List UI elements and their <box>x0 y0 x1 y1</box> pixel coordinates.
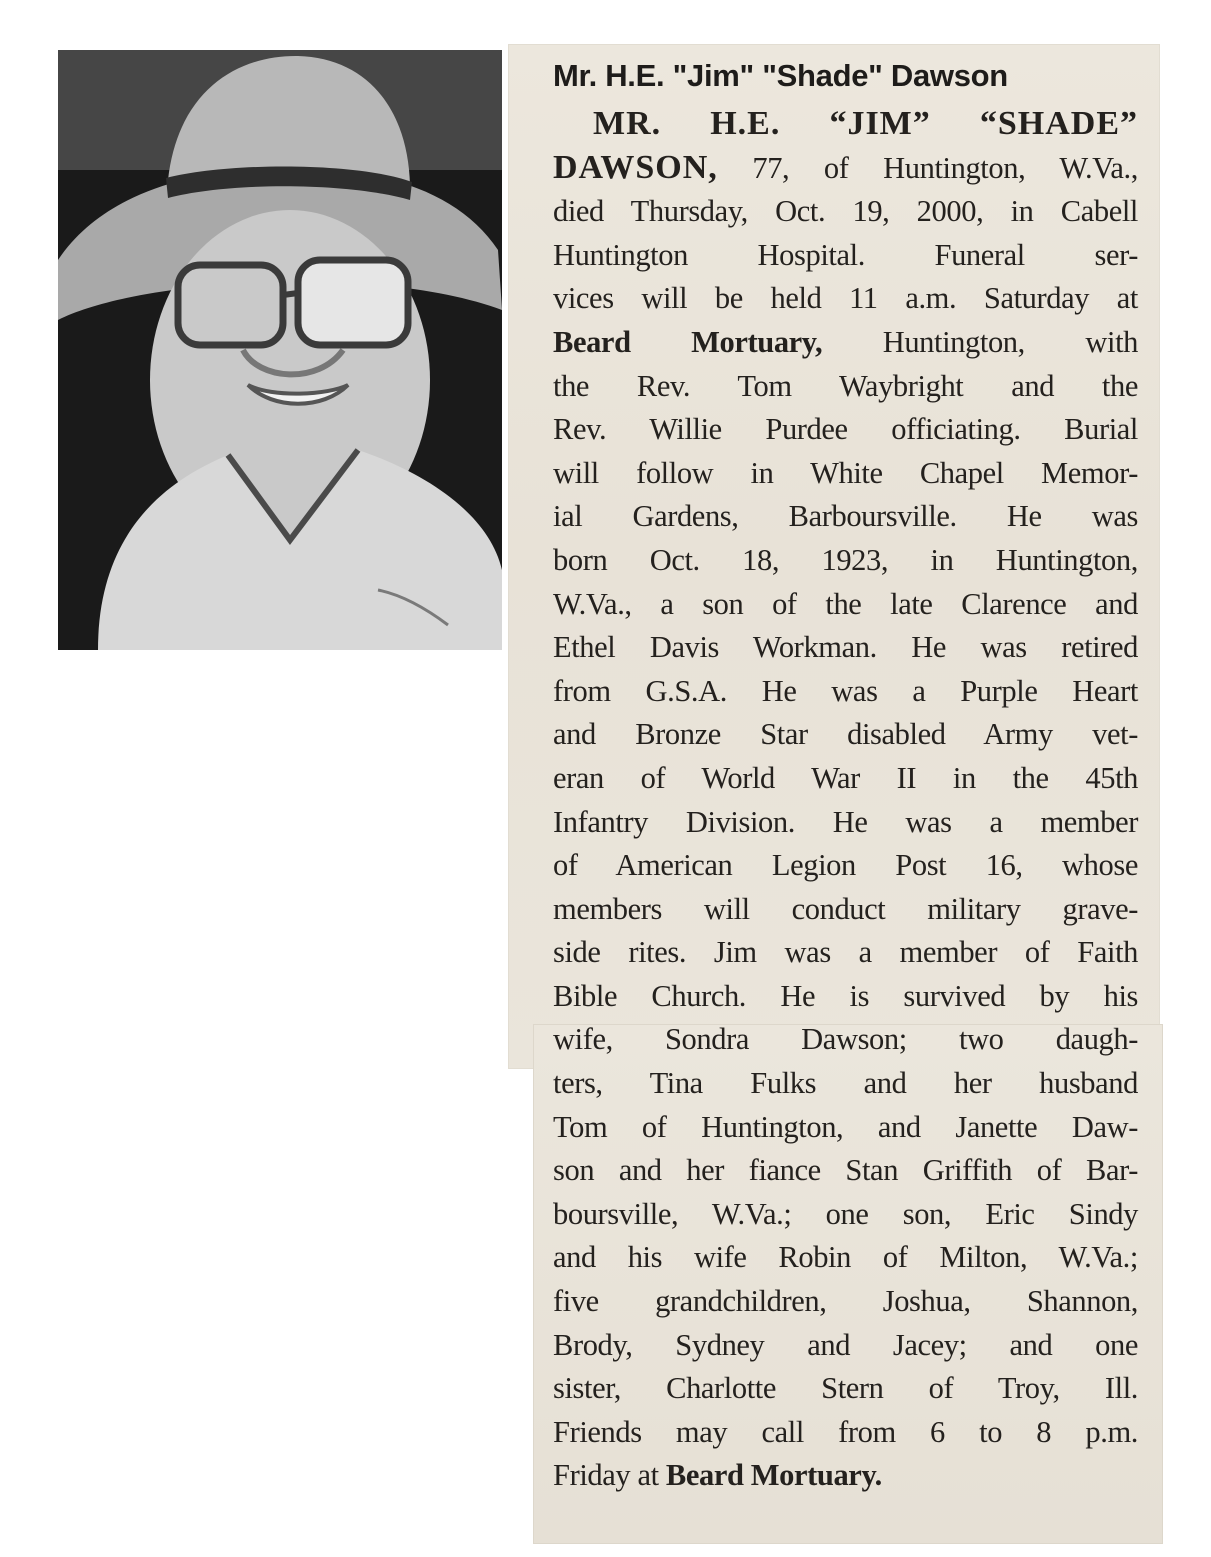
obituary-line: of American Legion Post 16, whose <box>553 848 1138 883</box>
obituary-line <box>553 146 1138 191</box>
obituary-line: MR. H.E. “JIM” “SHADE” <box>593 105 1138 142</box>
obituary-line: Rev. Willie Purdee officiating. Burial <box>553 412 1138 447</box>
obituary-line: and his wife Robin of Milton, W.Va.; <box>553 1240 1138 1275</box>
obituary-line: Bible Church. He is survived by his <box>553 978 1138 1013</box>
obituary-line: son and her fiance Stan Griffith of Bar- <box>553 1153 1138 1188</box>
obituary-line: side rites. Jim was a member of Faith <box>553 935 1138 970</box>
mortuary-name: Beard Mortuary, <box>553 324 823 359</box>
obituary-line: the Rev. Tom Waybright and the <box>553 368 1138 403</box>
obituary-line: Ethel Davis Workman. He was retired <box>553 630 1138 665</box>
glasses-bridge <box>283 293 298 295</box>
obituary-line: vices will be held 11 a.m. Saturday at <box>553 281 1138 316</box>
obituary-line: five grandchildren, Joshua, Shannon, <box>553 1284 1138 1319</box>
obituary-line: eran of World War II in the 45th <box>553 760 1138 795</box>
obituary-line: Brody, Sydney and Jacey; and one <box>553 1327 1138 1362</box>
glasses-right-lens <box>298 260 408 345</box>
obituary-line: from G.S.A. He was a Purple Heart <box>553 673 1138 708</box>
portrait-illustration <box>58 50 502 650</box>
obituary-line <box>553 321 1138 365</box>
obituary-line: members will conduct military grave- <box>553 891 1138 926</box>
obituary-line: born Oct. 18, 1923, in Huntington, <box>553 542 1138 577</box>
obituary-line <box>553 1454 1138 1498</box>
obituary-line: and Bronze Star disabled Army vet- <box>553 717 1138 752</box>
obituary-body <box>553 102 1138 1498</box>
obituary-line-text: Friday at <box>553 1458 666 1493</box>
obituary-line: sister, Charlotte Stern of Troy, Ill. <box>553 1371 1138 1406</box>
obituary-line: boursville, W.Va.; one son, Eric Sindy <box>553 1196 1138 1231</box>
obituary-line: Tom of Huntington, and Janette Daw- <box>553 1109 1138 1144</box>
obituary-line: Infantry Division. He was a member <box>553 804 1138 839</box>
portrait-photo <box>58 50 502 650</box>
deceased-name: DAWSON, <box>553 148 718 186</box>
obituary-line-text: Huntington, with <box>822 324 1138 359</box>
obituary-line: Huntington Hospital. Funeral ser- <box>553 237 1138 272</box>
obituary-line: ters, Tina Fulks and her husband <box>553 1066 1138 1101</box>
obituary-line: died Thursday, Oct. 19, 2000, in Cabell <box>553 194 1138 229</box>
mortuary-name: Beard Mortuary. <box>665 1458 882 1493</box>
obituary-headline: Mr. H.E. "Jim" "Shade" Dawson <box>553 58 1008 93</box>
obituary-line: will follow in White Chapel Memor- <box>553 455 1138 490</box>
obituary-line: Friends may call from 6 to 8 p.m. <box>553 1414 1138 1449</box>
obituary-line: ial Gardens, Barboursville. He was <box>553 499 1138 534</box>
obituary-line: wife, Sondra Dawson; two daugh- <box>553 1022 1138 1057</box>
obituary-line: W.Va., a son of the late Clarence and <box>553 586 1138 621</box>
obituary-line-text: 77, of Huntington, W.Va., <box>717 150 1138 185</box>
